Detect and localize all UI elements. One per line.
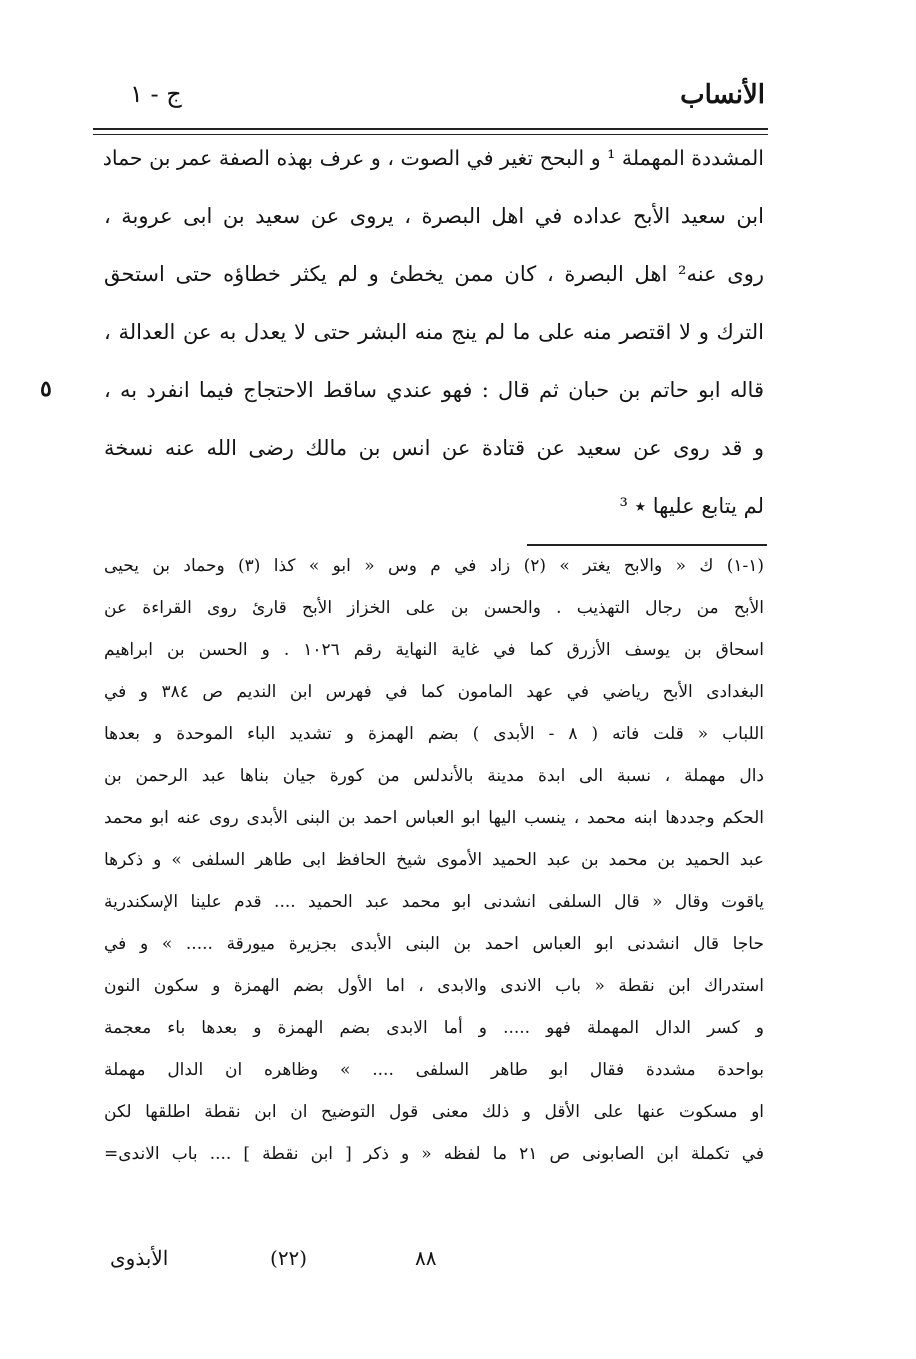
footnote-line: اسحاق بن يوسف الأزرق كما في غاية النهاية رقم ١٠٢٦ . و الحسن بن ابراهيم: [104, 640, 764, 660]
footnote-line: بواحدة مشددة فقال ابو طاهر السلفى .... » وظاهره ان الدال مهملة: [104, 1060, 764, 1080]
body-line: المشددة المهملة ¹ و البحح تغير في الصوت ، و عرف بهذه الصفة عمر بن حماد: [102, 146, 764, 170]
header-rule: [93, 128, 768, 130]
footnote-line: ياقوت وقال « قال السلفى انشدنى ابو محمد عبد الحميد .... قدم علينا الإسكندرية: [104, 892, 764, 912]
volume-number: ج - ١: [130, 80, 182, 108]
catchword: الأبذوى: [110, 1246, 169, 1270]
footnote-line: البغدادى الأبح رياضي في عهد المامون كما في فهرس ابن النديم ص ٣٨٤ و في: [104, 682, 764, 702]
page-number: ٨٨: [415, 1246, 437, 1270]
footnote-line: و كسر الدال المهملة فهو ..... و أما الابدى بضم الهمزة و بعدها باء معجمة: [104, 1018, 764, 1038]
header-rule-thin: [93, 134, 768, 135]
footnote-line: الحكم وجددها ابنه محمد ، ينسب اليها ابو العباس احمد بن البنى الأبدى روى عنه ابو محمد: [104, 808, 764, 828]
running-header: [110, 80, 765, 120]
body-line: ابن سعيد الأبح عداده في اهل البصرة ، يروى عن سعيد بن ابى عروبة ،: [104, 204, 764, 228]
footnote-line: الأبح من رجال التهذيب . والحسن بن على الخزاز الأبح قارئ روى القراءة عن: [104, 598, 764, 618]
footnote-line: في تكملة ابن الصابونى ص ٢١ ما لفظه « و ذكر [ ابن نقطة ] .... باب الاندى=: [104, 1144, 764, 1164]
body-line: لم يتابع عليها ٭ ³: [619, 494, 764, 518]
sequence-number: (٢٢): [270, 1246, 308, 1270]
body-line: روى عنه² اهل البصرة ، كان ممن يخطئ و لم يكثر خطاؤه حتى استحق: [104, 262, 764, 286]
footnote-line: حاجا قال انشدنى ابو العباس احمد بن البنى الأبدى بجزيرة ميورقة ..... » و في: [104, 934, 764, 954]
footnote-rule: [527, 544, 767, 546]
footnote-line: دال مهملة ، نسبة الى ابدة مدينة بالأندلس من كورة جيان بناها عبد الرحمن بن: [104, 766, 764, 786]
page-footer: [110, 1246, 670, 1286]
footnote-line: استدراك ابن نقطة « باب الاندى والابدى ، اما الأول بضم الهمزة و سكون النون: [104, 976, 764, 996]
body-line: الترك و لا اقتصر منه على ما لم ينج منه البشر حتى لا يعدل به عن العدالة ،: [104, 320, 764, 344]
margin-line-number: ٥: [40, 376, 52, 402]
footnote-line: او مسكوت عنها على الأقل و ذلك معنى قول التوضيح ان ابن نقطة اطلقها لكن: [104, 1102, 764, 1122]
footnote-line: (١-١) ك « والابح يغتر » (٢) زاد في م وس « ابو » كذا (٣) وحماد بن يحيى: [104, 556, 764, 576]
body-line: و قد روى عن سعيد عن قتادة عن انس بن مالك رضى الله عنه نسخة: [104, 436, 764, 460]
footnote-line: عبد الحميد بن محمد بن عبد الحميد الأموى شيخ الحافظ ابى طاهر السلفى » و ذكرها: [104, 850, 764, 870]
footnote-line: اللباب « قلت فاته ( ٨ - الأبدى ) بضم الهمزة و تشديد الباء الموحدة و بعدها: [104, 724, 764, 744]
running-title: الأنساب: [680, 80, 765, 110]
body-line: قاله ابو حاتم بن حبان ثم قال : فهو عندي ساقط الاحتجاج فيما انفرد به ،: [104, 378, 764, 402]
